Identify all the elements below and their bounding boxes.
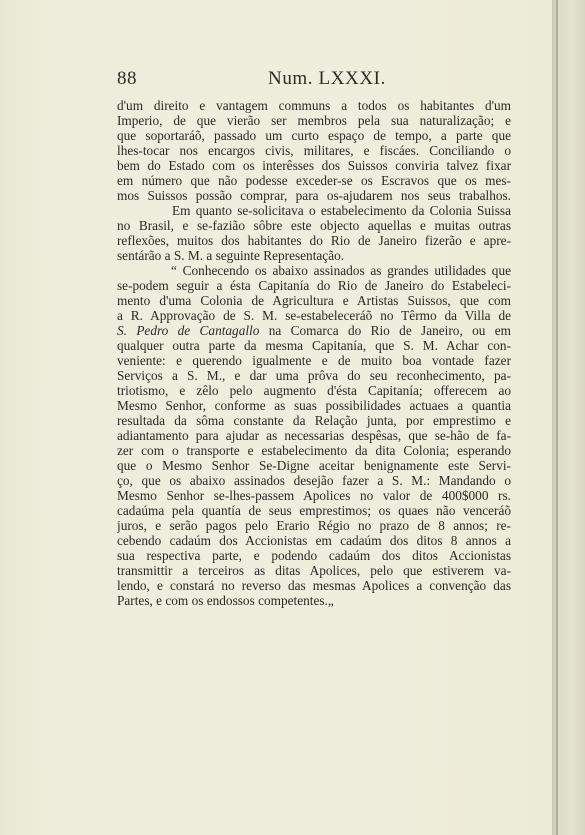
text-line: bem do Estado com os interêsses dos Suissos conviria talvez fixar [117,158,511,173]
text-line: sentárão a S. M. a seguinte Representação. [117,248,345,263]
text-fragment: na Comarca do Rio de Janeiro, ou em [259,323,511,338]
quoted-representation [117,263,511,608]
text-line: no Brasil, e se-fazião sôbre este objecto aquellas e muitas outras [117,218,511,233]
text-line: cadaúma pela quantía de seus emprestimos; os quaes não venceráõ [117,503,511,518]
page-title: Num. LXXXI. [268,68,386,89]
text-line: se-podem seguir a ésta Capitanía do Rio de Janeiro do Estabeleci- [117,278,511,293]
page-edge [552,0,585,835]
text-line: d'um direito e vantagem communs a todos os habitantes d'um [117,98,511,113]
text-line: mento d'uma Colonia de Agricultura e Artistas Suissos, que com [117,293,511,308]
text-line-with-place-name [117,323,511,338]
text-line: sua respectiva parte, e podendo cadaúm dos ditos Accionistas [117,548,511,563]
text-line: veniente: e querendo igualmente e de muito boa vontade fazer [117,353,511,368]
text-line: lhes-tocar nos encargos civis, militares, e fiscáes. Conciliando o [117,143,511,158]
text-line: qualquer outra parte da mesma Capitanía, que S. M. Achar con- [117,338,511,353]
text-line: Mesmo Senhor se-lhes-passem Apolices no valor de 400$000 rs. [117,488,511,503]
text-line: em número que não podesse exceder-se os Escravos que os mes- [117,173,511,188]
place-name-italic: S. Pedro de Cantagallo [117,323,260,338]
text-line: “ Conhecendo os abaixo assinados as grandes utilidades que [171,263,511,278]
text-line: a R. Approvação de S. M. se-estabeleceráõ no Têrmo da Villa de [117,308,511,323]
text-line: juros, e serão pagos pelo Erario Régio no prazo de 8 annos; re- [117,518,511,533]
body-text-top [117,98,511,263]
text-line: que o Mesmo Senhor Se-Digne aceitar benignamente este Servi- [117,458,511,473]
text-line: cebendo cadaúm dos Accionistas em cadaúm dos ditos 8 annos a [117,533,511,548]
text-line: Imperio, de que vierão ser membros pela sua naturalização; e [117,113,511,128]
text-line: adiantamento para ajudar as necessarias despêsas, que se-hão de fa- [117,428,511,443]
page-number: 88 [117,68,137,89]
text-line: lendo, e constará no reverso das mesmas Apolices a convenção das [117,578,511,593]
text-line: zer com o transporte e estabelecimento da dita Colonia; esperando [117,443,511,458]
text-line: reflexões, muitos dos habitantes do Rio de Janeiro fizerão e apre- [117,233,511,248]
text-line: Em quanto se-solicitava o estabelecimento da Colonia Suissa [172,203,511,218]
text-line: Mesmo Senhor, conforme as suas possibilidades actuaes a quantia [117,398,511,413]
text-line: que soportaráõ, passado um curto espaço de tempo, a parte que [117,128,511,143]
text-line: triotismo, e zêlo pelo augmento d'ésta Capitanía; offerecem ao [117,383,511,398]
text-line: resultada da sôma constante da Relação junta, por emprestimo e [117,413,511,428]
text-line: transmittir a terceiros as ditas Apolices, pelo que estiverem va- [117,563,511,578]
page-header [114,60,514,90]
text-line: mos Suissos possão comprar, para os-ajudarem nos seus trabalhos. [117,188,511,203]
text-line: Partes, e com os endossos competentes.„ [117,593,334,608]
text-line: Serviços a S. M., e dar uma prôva do seu reconhecimento, pa- [117,368,511,383]
text-line: ço, que os abaixo assinados desejão fazer a S. M.: Mandando o [117,473,511,488]
